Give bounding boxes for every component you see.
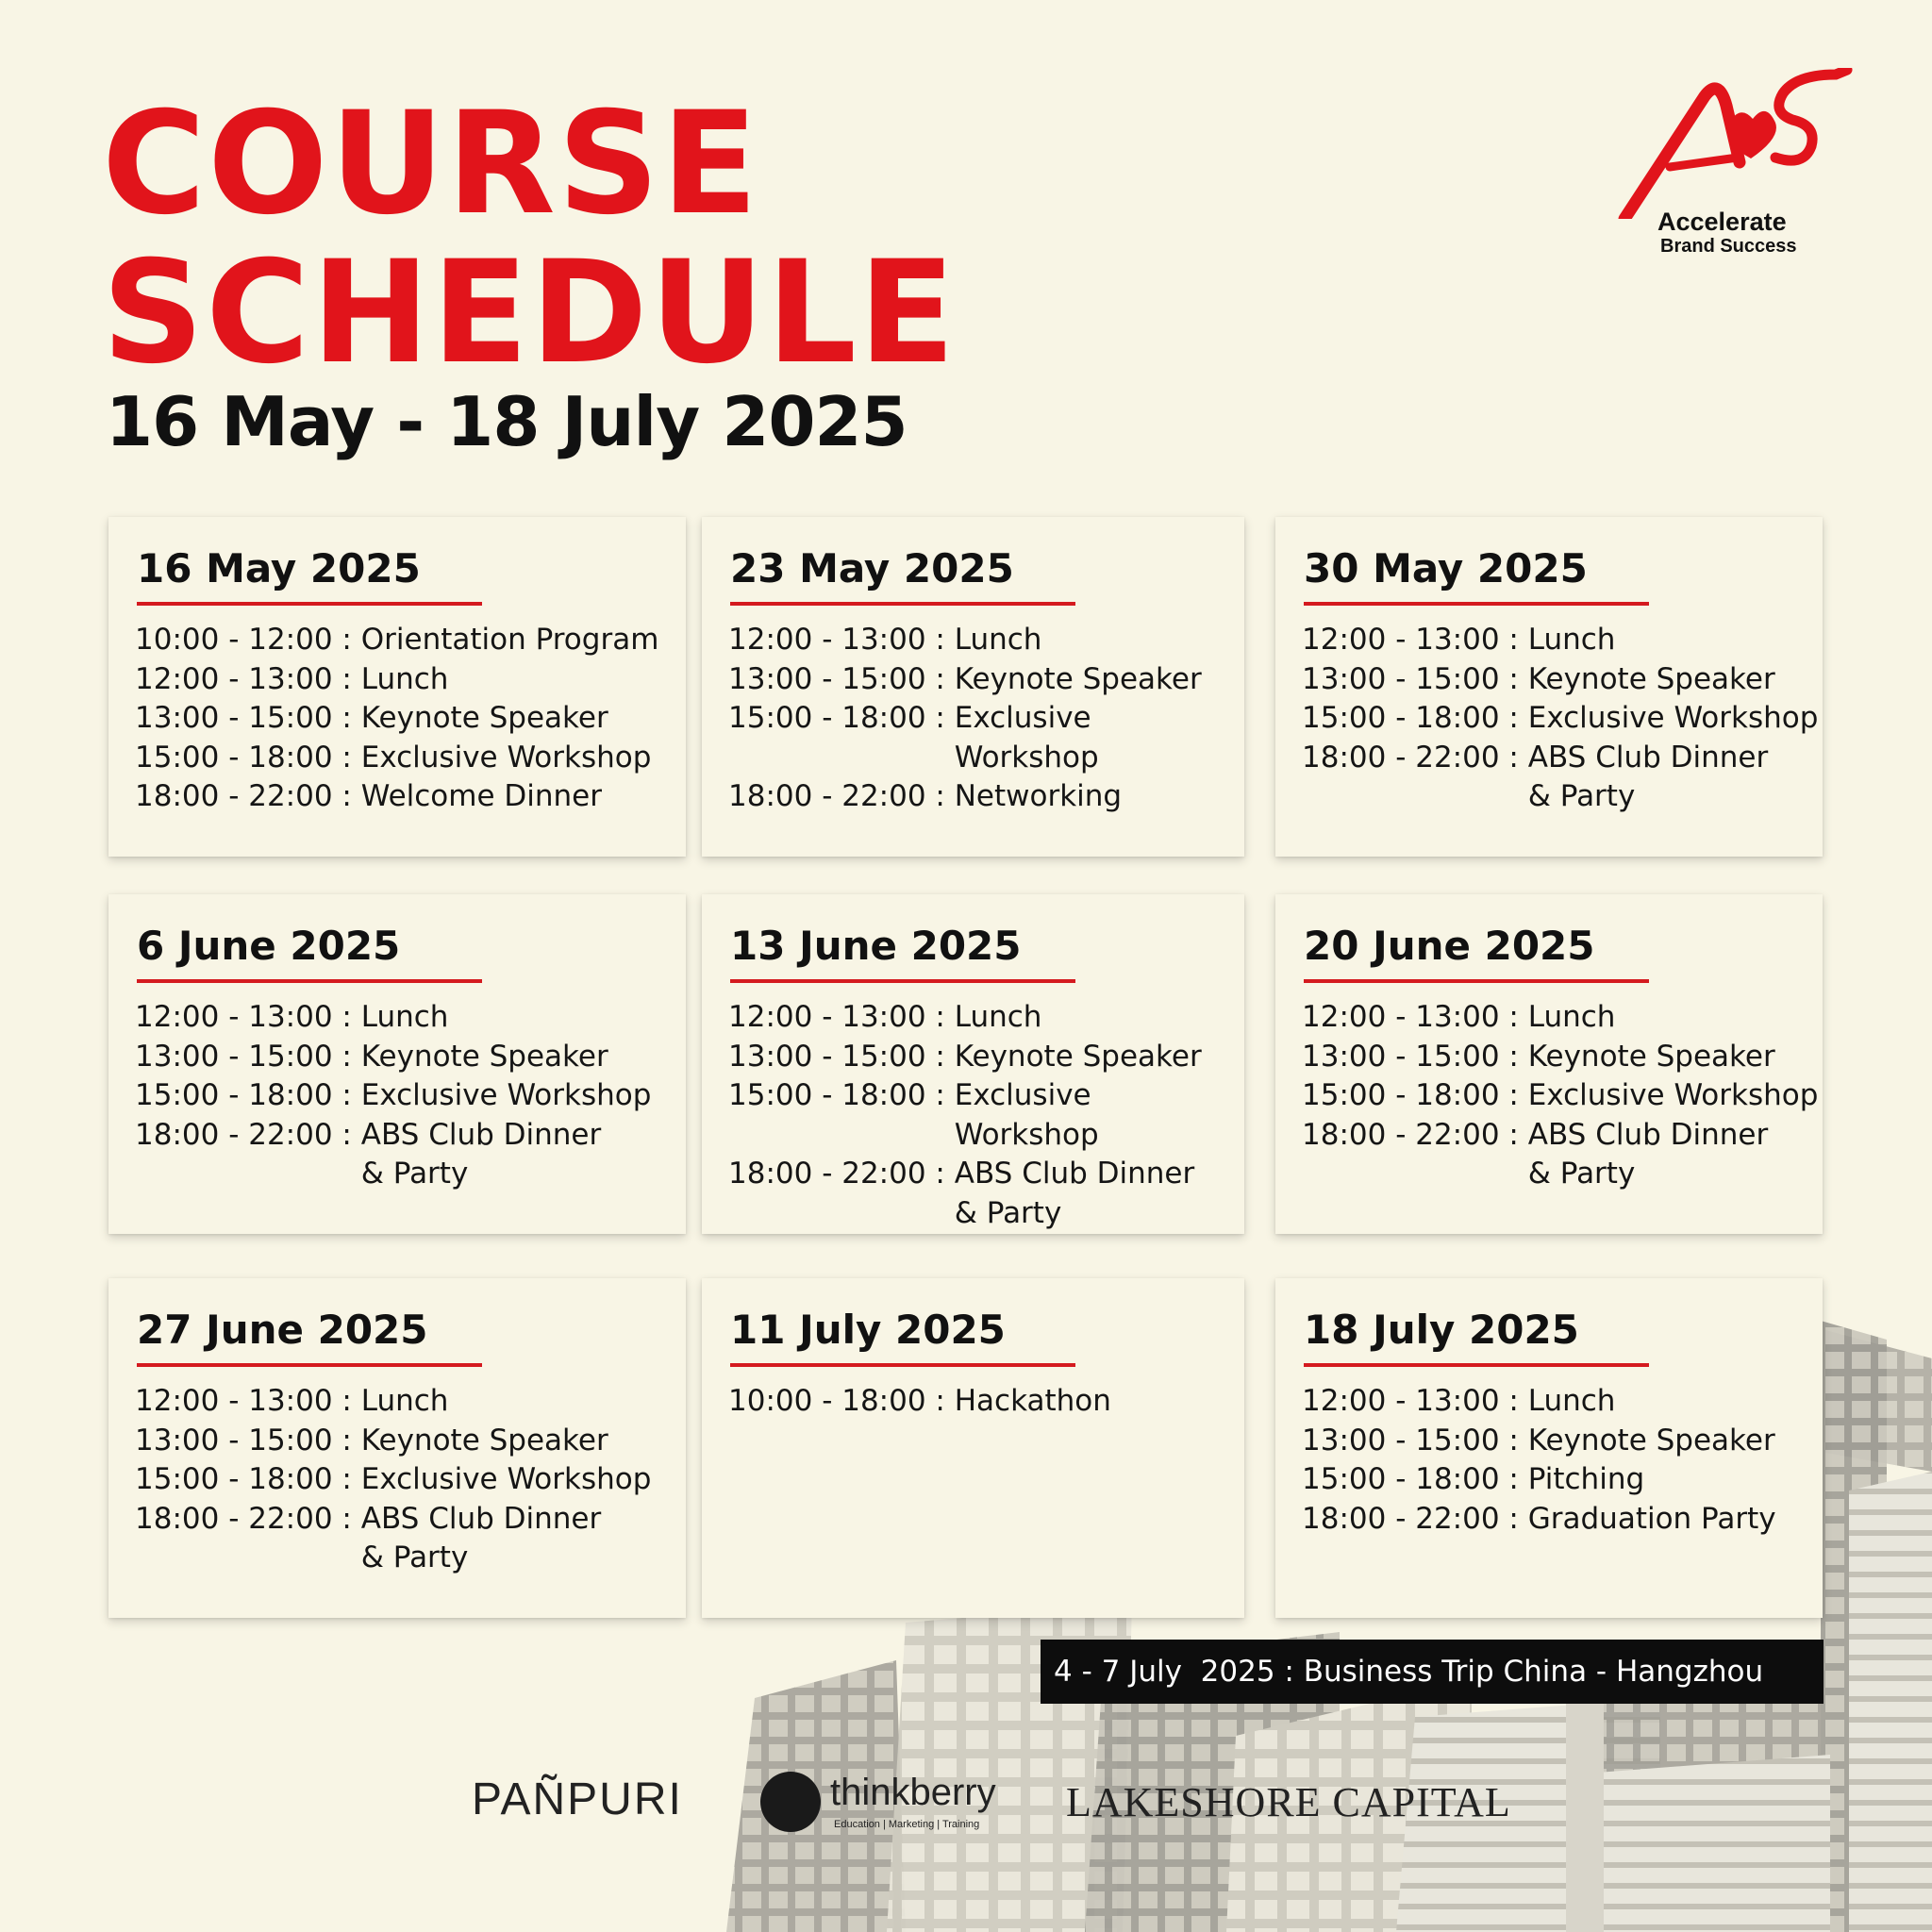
schedule-item (1302, 699, 1818, 739)
schedule-item-time: 12:00 - 13:00 : (728, 623, 945, 657)
schedule-card (108, 517, 686, 857)
schedule-item (1302, 660, 1818, 700)
schedule-items (135, 1382, 651, 1578)
schedule-item-time: 10:00 - 12:00 : (135, 623, 352, 657)
schedule-item-activity: Graduation Party (1527, 1501, 1776, 1536)
schedule-card (108, 1278, 686, 1618)
schedule-item (135, 739, 658, 778)
schedule-item-activity: Pitching (1527, 1462, 1645, 1496)
spacer (352, 621, 361, 660)
schedule-item (1302, 1460, 1776, 1500)
schedule-item (1302, 739, 1818, 817)
schedule-item-activity: Exclusive Workshop (360, 740, 652, 774)
spacer (352, 998, 361, 1038)
spacer (352, 1500, 361, 1578)
schedule-item (728, 699, 1244, 777)
schedule-item-time: 13:00 - 15:00 : (135, 1039, 352, 1074)
schedule-item-time: 15:00 - 18:00 : (135, 1462, 352, 1496)
spacer (945, 1038, 955, 1077)
schedule-card-date: 30 May 2025 (1304, 545, 1588, 591)
spacer (1519, 1382, 1528, 1422)
schedule-item-time: 18:00 - 22:00 : (135, 779, 352, 813)
schedule-card (1275, 517, 1823, 857)
schedule-item-activity: Lunch (1527, 623, 1616, 657)
schedule-item-time: 15:00 - 18:00 : (728, 1078, 945, 1112)
schedule-item-activity: Keynote Speaker (360, 1039, 608, 1074)
sponsor-lakeshore-capital-logo: LAKESHORE CAPITAL (1066, 1779, 1511, 1825)
red-underline-divider (137, 1363, 482, 1367)
schedule-item-activity: Exclusive Workshop (360, 1462, 652, 1496)
schedule-item-activity: Lunch (954, 1000, 1042, 1034)
spacer (1519, 660, 1528, 700)
spacer (352, 1460, 361, 1500)
schedule-item-time: 13:00 - 15:00 : (1302, 1423, 1519, 1457)
schedule-item-activity: Exclusive Workshop (1527, 1078, 1819, 1112)
schedule-item-activity: Networking (954, 779, 1123, 813)
schedule-item-time: 13:00 - 15:00 : (1302, 661, 1519, 696)
spacer (352, 739, 361, 778)
schedule-item (1302, 1422, 1776, 1461)
spacer (1519, 739, 1528, 817)
schedule-item (728, 998, 1244, 1038)
title-line-1: COURSE (102, 82, 760, 246)
spacer (1519, 1116, 1528, 1194)
spacer (352, 699, 361, 739)
schedule-item-time: 12:00 - 13:00 : (135, 1000, 352, 1034)
schedule-item-time: 15:00 - 18:00 : (1302, 1462, 1519, 1496)
spacer (352, 1038, 361, 1077)
schedule-item (728, 1382, 1111, 1422)
schedule-item-time: 15:00 - 18:00 : (1302, 1078, 1519, 1112)
schedule-item-activity: Lunch (360, 1384, 449, 1418)
schedule-item (1302, 621, 1818, 660)
schedule-items (728, 621, 1244, 817)
schedule-item-time: 13:00 - 15:00 : (1302, 1039, 1519, 1074)
schedule-item-time: 12:00 - 13:00 : (728, 1000, 945, 1034)
schedule-card (1275, 894, 1823, 1234)
schedule-item-time: 18:00 - 22:00 : (1302, 1117, 1519, 1152)
spacer (352, 777, 361, 817)
thinkberry-tagline: Education | Marketing | Training (834, 1819, 980, 1830)
schedule-item-activity: Lunch (954, 623, 1042, 657)
schedule-item-activity: Exclusive Workshop (360, 1078, 652, 1112)
schedule-item (135, 1076, 651, 1116)
schedule-items (135, 621, 658, 817)
spacer (1519, 1500, 1528, 1540)
schedule-item (1302, 1500, 1776, 1540)
schedule-items (135, 998, 651, 1194)
schedule-card-date: 6 June 2025 (137, 923, 401, 969)
schedule-item (728, 1038, 1244, 1077)
red-underline-divider (1304, 602, 1649, 606)
schedule-item-activity: Keynote Speaker (954, 1039, 1202, 1074)
schedule-item (135, 1422, 651, 1461)
schedule-item (135, 777, 658, 817)
schedule-item-time: 12:00 - 13:00 : (1302, 1000, 1519, 1034)
schedule-item (135, 1500, 651, 1578)
schedule-item-activity: ABS Club Dinner & Party (360, 1117, 602, 1191)
schedule-item (728, 621, 1244, 660)
business-trip-banner: 4 - 7 July 2025 : Business Trip China - Hangzhou (1041, 1640, 1824, 1704)
schedule-items (1302, 621, 1818, 817)
sponsor-panpuri-logo: PAÑPURI (472, 1774, 683, 1824)
schedule-item-time: 18:00 - 22:00 : (728, 1157, 945, 1191)
red-underline-divider (137, 602, 482, 606)
logo-line-2: Brand Success (1660, 236, 1797, 257)
schedule-item-activity: Keynote Speaker (1527, 661, 1775, 696)
red-underline-divider (730, 1363, 1075, 1367)
schedule-items (728, 998, 1244, 1233)
schedule-item-activity: Lunch (1527, 1000, 1616, 1034)
schedule-card-date: 16 May 2025 (137, 545, 421, 591)
schedule-card-date: 18 July 2025 (1304, 1307, 1579, 1353)
schedule-item (135, 621, 658, 660)
spacer (945, 1076, 955, 1155)
red-underline-divider (730, 602, 1075, 606)
spacer (1519, 1076, 1528, 1116)
schedule-item (728, 660, 1244, 700)
red-underline-divider (1304, 1363, 1649, 1367)
spacer (352, 1422, 361, 1461)
schedule-item-time: 18:00 - 22:00 : (728, 779, 945, 813)
schedule-item-time: 12:00 - 13:00 : (1302, 1384, 1519, 1418)
schedule-item (728, 1155, 1244, 1233)
schedule-card (702, 1278, 1244, 1618)
course-date-range: 16 May - 18 July 2025 (106, 382, 908, 461)
spacer (352, 1116, 361, 1194)
schedule-item (135, 699, 658, 739)
schedule-item-activity: Exclusive Workshop (954, 1078, 1099, 1152)
schedule-item-time: 18:00 - 22:00 : (1302, 740, 1519, 774)
schedule-card-date: 27 June 2025 (137, 1307, 428, 1353)
schedule-item-activity: Keynote Speaker (360, 1423, 608, 1457)
schedule-items (1302, 998, 1818, 1194)
logo-line-1: Accelerate (1657, 208, 1787, 236)
schedule-item-time: 10:00 - 18:00 : (728, 1384, 945, 1418)
schedule-card (1275, 1278, 1823, 1618)
red-underline-divider (730, 979, 1075, 983)
schedule-item-time: 12:00 - 13:00 : (1302, 623, 1519, 657)
schedule-item-time: 12:00 - 13:00 : (135, 661, 352, 696)
schedule-item (135, 1382, 651, 1422)
schedule-item-activity: Keynote Speaker (954, 661, 1202, 696)
schedule-item-time: 18:00 - 22:00 : (1302, 1501, 1519, 1536)
page-title (102, 82, 958, 395)
spacer (1519, 1460, 1528, 1500)
schedule-item (1302, 1076, 1818, 1116)
schedule-item-time: 12:00 - 13:00 : (135, 1384, 352, 1418)
thinkberry-logo-icon (760, 1772, 821, 1832)
schedule-item-time: 15:00 - 18:00 : (728, 701, 945, 735)
spacer (1519, 621, 1528, 660)
schedule-item (728, 1076, 1244, 1155)
schedule-item-activity: Lunch (360, 661, 449, 696)
schedule-item-activity: ABS Club Dinner & Party (1527, 740, 1769, 813)
spacer (945, 699, 955, 777)
abs-logo-mark-icon (1615, 68, 1860, 219)
schedule-item-activity: Keynote Speaker (1527, 1423, 1775, 1457)
spacer (945, 1382, 955, 1422)
schedule-item (1302, 998, 1818, 1038)
schedule-items (728, 1382, 1111, 1422)
spacer (945, 621, 955, 660)
schedule-card (702, 517, 1244, 857)
spacer (945, 777, 955, 817)
schedule-card-date: 11 July 2025 (730, 1307, 1006, 1353)
spacer (1519, 699, 1528, 739)
schedule-items (1302, 1382, 1776, 1539)
schedule-item (135, 1038, 651, 1077)
schedule-item-time: 18:00 - 22:00 : (135, 1117, 352, 1152)
schedule-item-time: 15:00 - 18:00 : (1302, 701, 1519, 735)
spacer (352, 660, 361, 700)
spacer (945, 998, 955, 1038)
spacer (945, 1155, 955, 1233)
schedule-item-activity: Lunch (360, 1000, 449, 1034)
schedule-card-date: 20 June 2025 (1304, 923, 1595, 969)
schedule-item-activity: Exclusive Workshop (954, 701, 1099, 774)
schedule-item-time: 15:00 - 18:00 : (135, 740, 352, 774)
title-line-2: SCHEDULE (102, 231, 958, 395)
spacer (1519, 1038, 1528, 1077)
schedule-item-time: 15:00 - 18:00 : (135, 1078, 352, 1112)
schedule-card-date: 23 May 2025 (730, 545, 1014, 591)
schedule-item-activity: Lunch (1527, 1384, 1616, 1418)
spacer (1519, 998, 1528, 1038)
schedule-item (1302, 1382, 1776, 1422)
schedule-item (1302, 1116, 1818, 1194)
spacer (945, 660, 955, 700)
spacer (352, 1382, 361, 1422)
schedule-item (135, 998, 651, 1038)
red-underline-divider (137, 979, 482, 983)
schedule-item-time: 13:00 - 15:00 : (135, 1423, 352, 1457)
schedule-item (135, 660, 658, 700)
schedule-item (728, 777, 1244, 817)
schedule-item-activity: Hackathon (954, 1384, 1111, 1418)
schedule-item-activity: Orientation Program (360, 623, 659, 657)
spacer (352, 1076, 361, 1116)
schedule-item-time: 13:00 - 15:00 : (728, 1039, 945, 1074)
schedule-item-activity: Welcome Dinner (360, 779, 602, 813)
schedule-card (108, 894, 686, 1234)
sponsor-thinkberry-logo: thinkberry (830, 1772, 996, 1813)
schedule-item-time: 13:00 - 15:00 : (728, 661, 945, 696)
schedule-card-date: 13 June 2025 (730, 923, 1022, 969)
abs-logo (1615, 68, 1860, 266)
schedule-card (702, 894, 1244, 1234)
schedule-item-time: 13:00 - 15:00 : (135, 701, 352, 735)
schedule-item (135, 1116, 651, 1194)
schedule-item-activity: ABS Club Dinner & Party (1527, 1117, 1769, 1191)
schedule-item-activity: Keynote Speaker (360, 701, 608, 735)
schedule-item-activity: Exclusive Workshop (1527, 701, 1819, 735)
schedule-item (1302, 1038, 1818, 1077)
schedule-item-time: 18:00 - 22:00 : (135, 1501, 352, 1536)
schedule-item (135, 1460, 651, 1500)
spacer (1519, 1422, 1528, 1461)
schedule-item-activity: Keynote Speaker (1527, 1039, 1775, 1074)
red-underline-divider (1304, 979, 1649, 983)
schedule-item-activity: ABS Club Dinner & Party (360, 1501, 602, 1574)
schedule-item-activity: ABS Club Dinner & Party (954, 1157, 1195, 1230)
